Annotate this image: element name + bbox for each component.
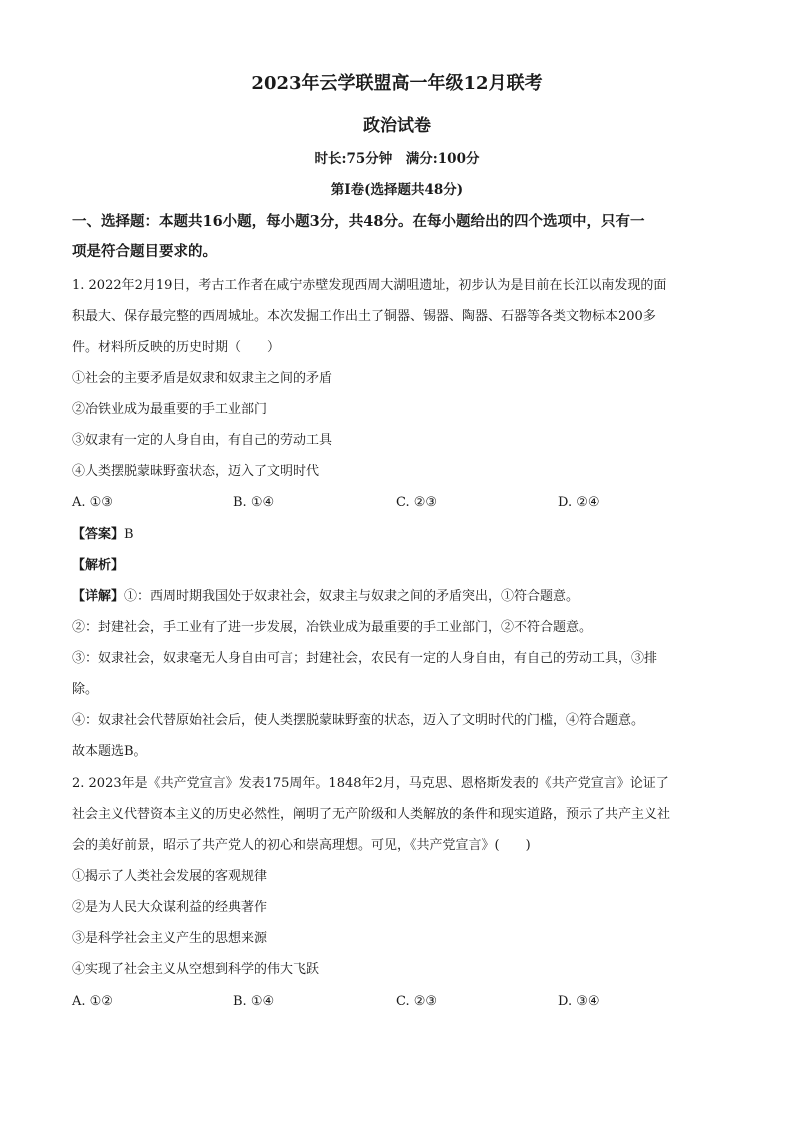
detail-text: ①：西周时期我国处于奴隶社会，奴隶主与奴隶之间的矛盾突出，①符合题意。 — [124, 589, 580, 604]
q1-stem-line: 件。材料所反映的历史时期（ ） — [72, 340, 281, 355]
q1-statement-3: ③奴隶有一定的人身自由，有自己的劳动工具 — [72, 433, 333, 448]
exam-title: 2023年云学联盟高一年级12月联考 — [251, 73, 543, 94]
q1-detail-line: 故本题选B。 — [72, 744, 147, 759]
section-instruction-line1: 一、选择题：本题共16小题，每小题3分，共48分。在每小题给出的四个选项中，只有一 — [72, 213, 645, 230]
q1-statement-1: ①社会的主要矛盾是奴隶和奴隶主之间的矛盾 — [72, 371, 333, 386]
q2-option-a: A. ①② — [72, 994, 113, 1009]
q2-option-b: B. ①④ — [233, 994, 275, 1009]
q2-option-c: C. ②③ — [396, 994, 438, 1009]
q2-statement-4: ④实现了社会主义从空想到科学的伟大飞跃 — [72, 962, 320, 977]
analysis-tag: 【解析】 — [72, 558, 125, 573]
q1-statement-2: ②冶铁业成为最重要的手工业部门 — [72, 402, 268, 417]
q1-option-d: D. ②④ — [558, 495, 600, 510]
answer-tag: 【答案】 — [72, 527, 125, 542]
q1-stem-line: 积最大、保存最完整的西周城址。本次发掘工作出土了铜器、锡器、陶器、石器等各类文物标本200多 — [72, 309, 656, 324]
q1-detail-line: ③：奴隶社会，奴隶毫无人身自由可言；封建社会，农民有一定的人身自由，有自己的劳动工具，③排 — [72, 651, 658, 666]
q2-stem-line: 会的美好前景，昭示了共产党人的初心和崇高理想。可见，《共产党宣言》( ) — [72, 838, 531, 853]
detail-tag: 【详解】 — [72, 589, 125, 604]
q1-detail-line — [72, 588, 722, 606]
q1-detail-line: ②：封建社会，手工业有了进一步发展，冶铁业成为最重要的手工业部门，②不符合题意。 — [72, 620, 593, 635]
q1-stem-line: 1. 2022年2月19日，考古工作者在咸宁赤壁发现西周大湖咀遗址，初步认为是目前在长江以南发现的面 — [72, 278, 667, 293]
q1-option-c: C. ②③ — [396, 495, 438, 510]
q2-stem-line: 社会主义代替资本主义的历史必然性，阐明了无产阶级和人类解放的条件和现实道路，预示了共产主义社 — [72, 807, 671, 822]
q2-stem-line: 2. 2023年是《共产党宣言》发表175周年。1848年2月，马克思、恩格斯发表的《共产党宣言》论证了 — [72, 776, 669, 791]
q1-detail-line: 除。 — [72, 682, 99, 697]
part-heading: 第Ⅰ卷(选择题共48分) — [330, 182, 464, 198]
exam-subject: 政治试卷 — [363, 116, 431, 136]
q1-detail-line: ④：奴隶社会代替原始社会后，使人类摆脱蒙昧野蛮的状态，迈入了文明时代的门槛，④符合题意。 — [72, 713, 645, 728]
q1-analysis-heading — [72, 557, 722, 575]
q1-answer — [72, 526, 722, 544]
q2-statement-3: ③是科学社会主义产生的思想来源 — [72, 931, 268, 946]
q2-statement-1: ①揭示了人类社会发展的客观规律 — [72, 869, 268, 884]
exam-meta: 时长:75分钟 满分:100分 — [314, 151, 480, 167]
q2-statement-2: ②是为人民大众谋利益的经典著作 — [72, 900, 268, 915]
section-instruction-line2: 项是符合题目要求的。 — [72, 243, 217, 260]
q2-option-d: D. ③④ — [558, 994, 600, 1009]
answer-value: B — [124, 527, 134, 542]
q1-option-a: A. ①③ — [72, 495, 113, 510]
q1-option-b: B. ①④ — [233, 495, 275, 510]
q1-statement-4: ④人类摆脱蒙昧野蛮状态，迈入了文明时代 — [72, 464, 320, 479]
